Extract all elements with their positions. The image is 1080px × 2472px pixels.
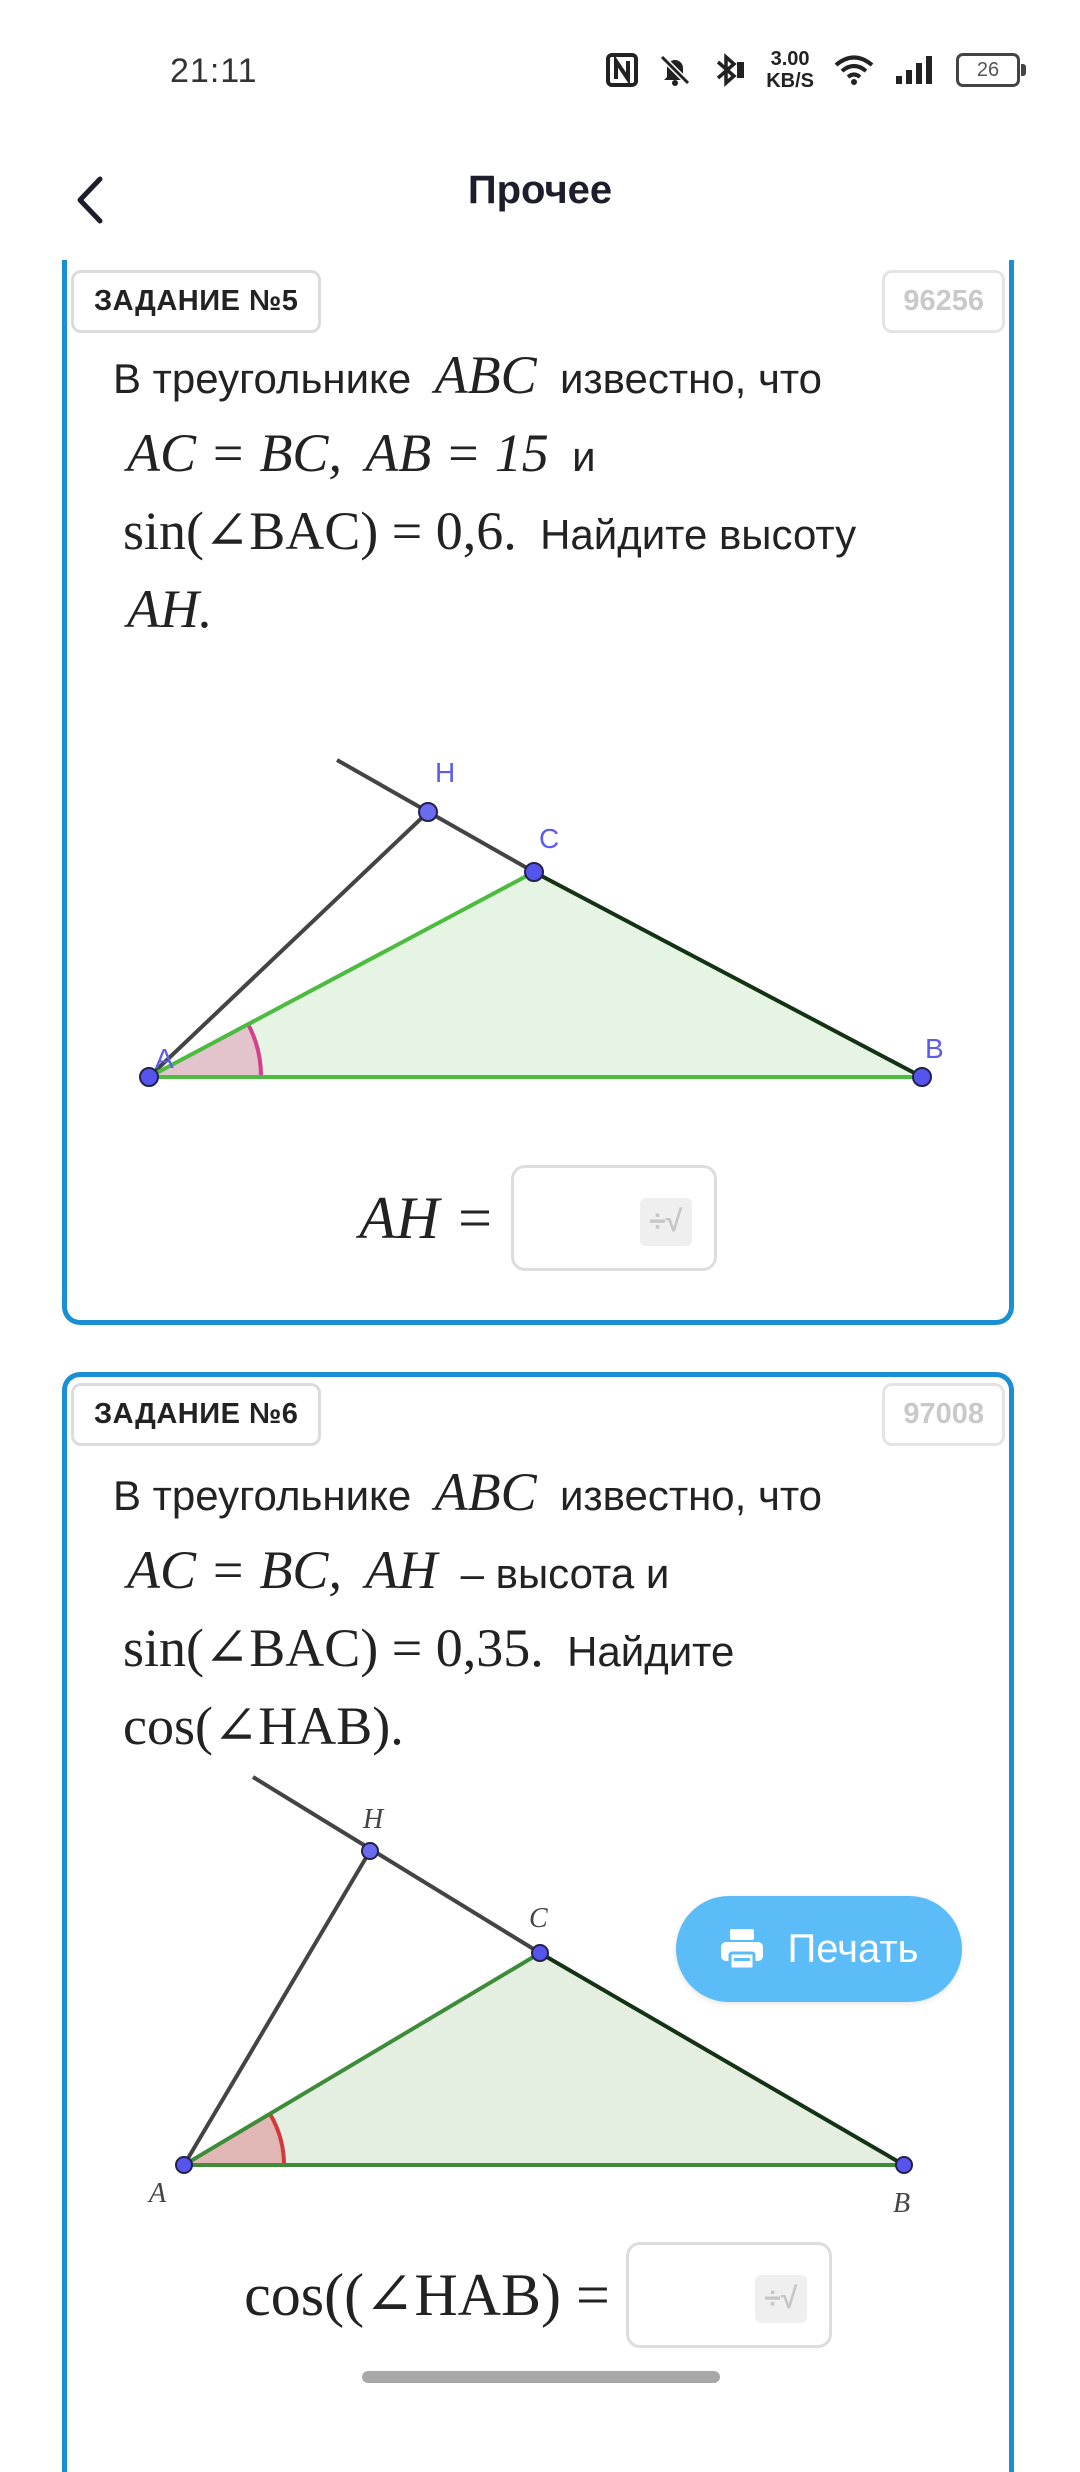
signal-icon	[894, 54, 936, 86]
point-a	[176, 2157, 192, 2173]
point-c	[532, 1945, 548, 1961]
home-indicator[interactable]	[362, 2371, 720, 2383]
label-a: A	[149, 2178, 167, 2209]
problem-line-1: В треугольнике ABC известно, что	[113, 1462, 822, 1522]
label-h: H	[435, 757, 456, 788]
label-c: C	[539, 823, 560, 854]
status-icons	[606, 48, 1020, 92]
answer-input[interactable]	[626, 2242, 832, 2348]
problem-text	[113, 338, 969, 650]
label-h: H	[363, 1804, 384, 1835]
problem-line-2: AC = BC, AH – высота и	[127, 1540, 670, 1600]
math-keyboard-icon[interactable]: ÷√	[640, 1198, 692, 1246]
point-h	[419, 803, 437, 821]
print-button[interactable]	[676, 1896, 962, 2002]
task-id-badge: 96256	[882, 270, 1005, 333]
label-c: C	[529, 1903, 548, 1934]
printer-icon	[719, 1927, 765, 1971]
print-label: Печать	[787, 1926, 919, 1971]
answer-input[interactable]	[511, 1165, 717, 1271]
problem-line-3: sin(∠BAC) = 0,35. Найдите	[123, 1618, 735, 1678]
app-bar	[0, 140, 1080, 260]
math-keyboard-icon[interactable]: ÷√	[755, 2275, 807, 2323]
answer-label: AH =	[359, 1184, 495, 1251]
problem-line-3: sin(∠BAC) = 0,6. Найдите высоту	[123, 501, 857, 561]
problem-text	[113, 1455, 969, 1767]
task-number-tag: ЗАДАНИЕ №6	[71, 1383, 321, 1446]
task-number-tag: ЗАДАНИЕ №5	[71, 270, 321, 333]
status-time: 21:11	[170, 52, 258, 90]
problem-line-1: В треугольнике ABC известно, что	[113, 345, 822, 405]
triangle-fill	[149, 872, 922, 1077]
problem-line-4: AH.	[127, 579, 213, 639]
point-b	[896, 2157, 912, 2173]
point-h	[362, 1843, 378, 1859]
task-card-5	[62, 260, 1014, 1325]
problem-line-4: cos(∠HAB).	[123, 1696, 404, 1756]
net-speed-value: 3.00	[770, 48, 810, 70]
mute-icon	[658, 53, 692, 87]
answer-label: cos((∠HAB) =	[244, 2262, 610, 2328]
battery-icon: 26	[956, 53, 1020, 87]
status-bar	[0, 0, 1080, 140]
label-a: A	[155, 1043, 174, 1074]
answer-row	[67, 1165, 1009, 1271]
nfc-icon	[606, 53, 638, 87]
task-id-badge: 97008	[882, 1383, 1005, 1446]
wifi-icon	[834, 54, 874, 86]
problem-line-2: AC = BC, AB = 15 и	[127, 423, 596, 483]
label-b: B	[893, 2188, 911, 2212]
extension-line-ch	[253, 1777, 540, 1953]
net-speed-unit: KB/S	[766, 70, 814, 92]
bluetooth-icon	[712, 52, 746, 88]
point-c	[525, 863, 543, 881]
point-b	[913, 1068, 931, 1086]
label-b: B	[925, 1033, 944, 1064]
triangle-figure-5	[67, 640, 1009, 1100]
answer-row	[67, 2242, 1009, 2348]
net-speed	[766, 48, 814, 92]
page-title: Прочее	[467, 168, 613, 212]
